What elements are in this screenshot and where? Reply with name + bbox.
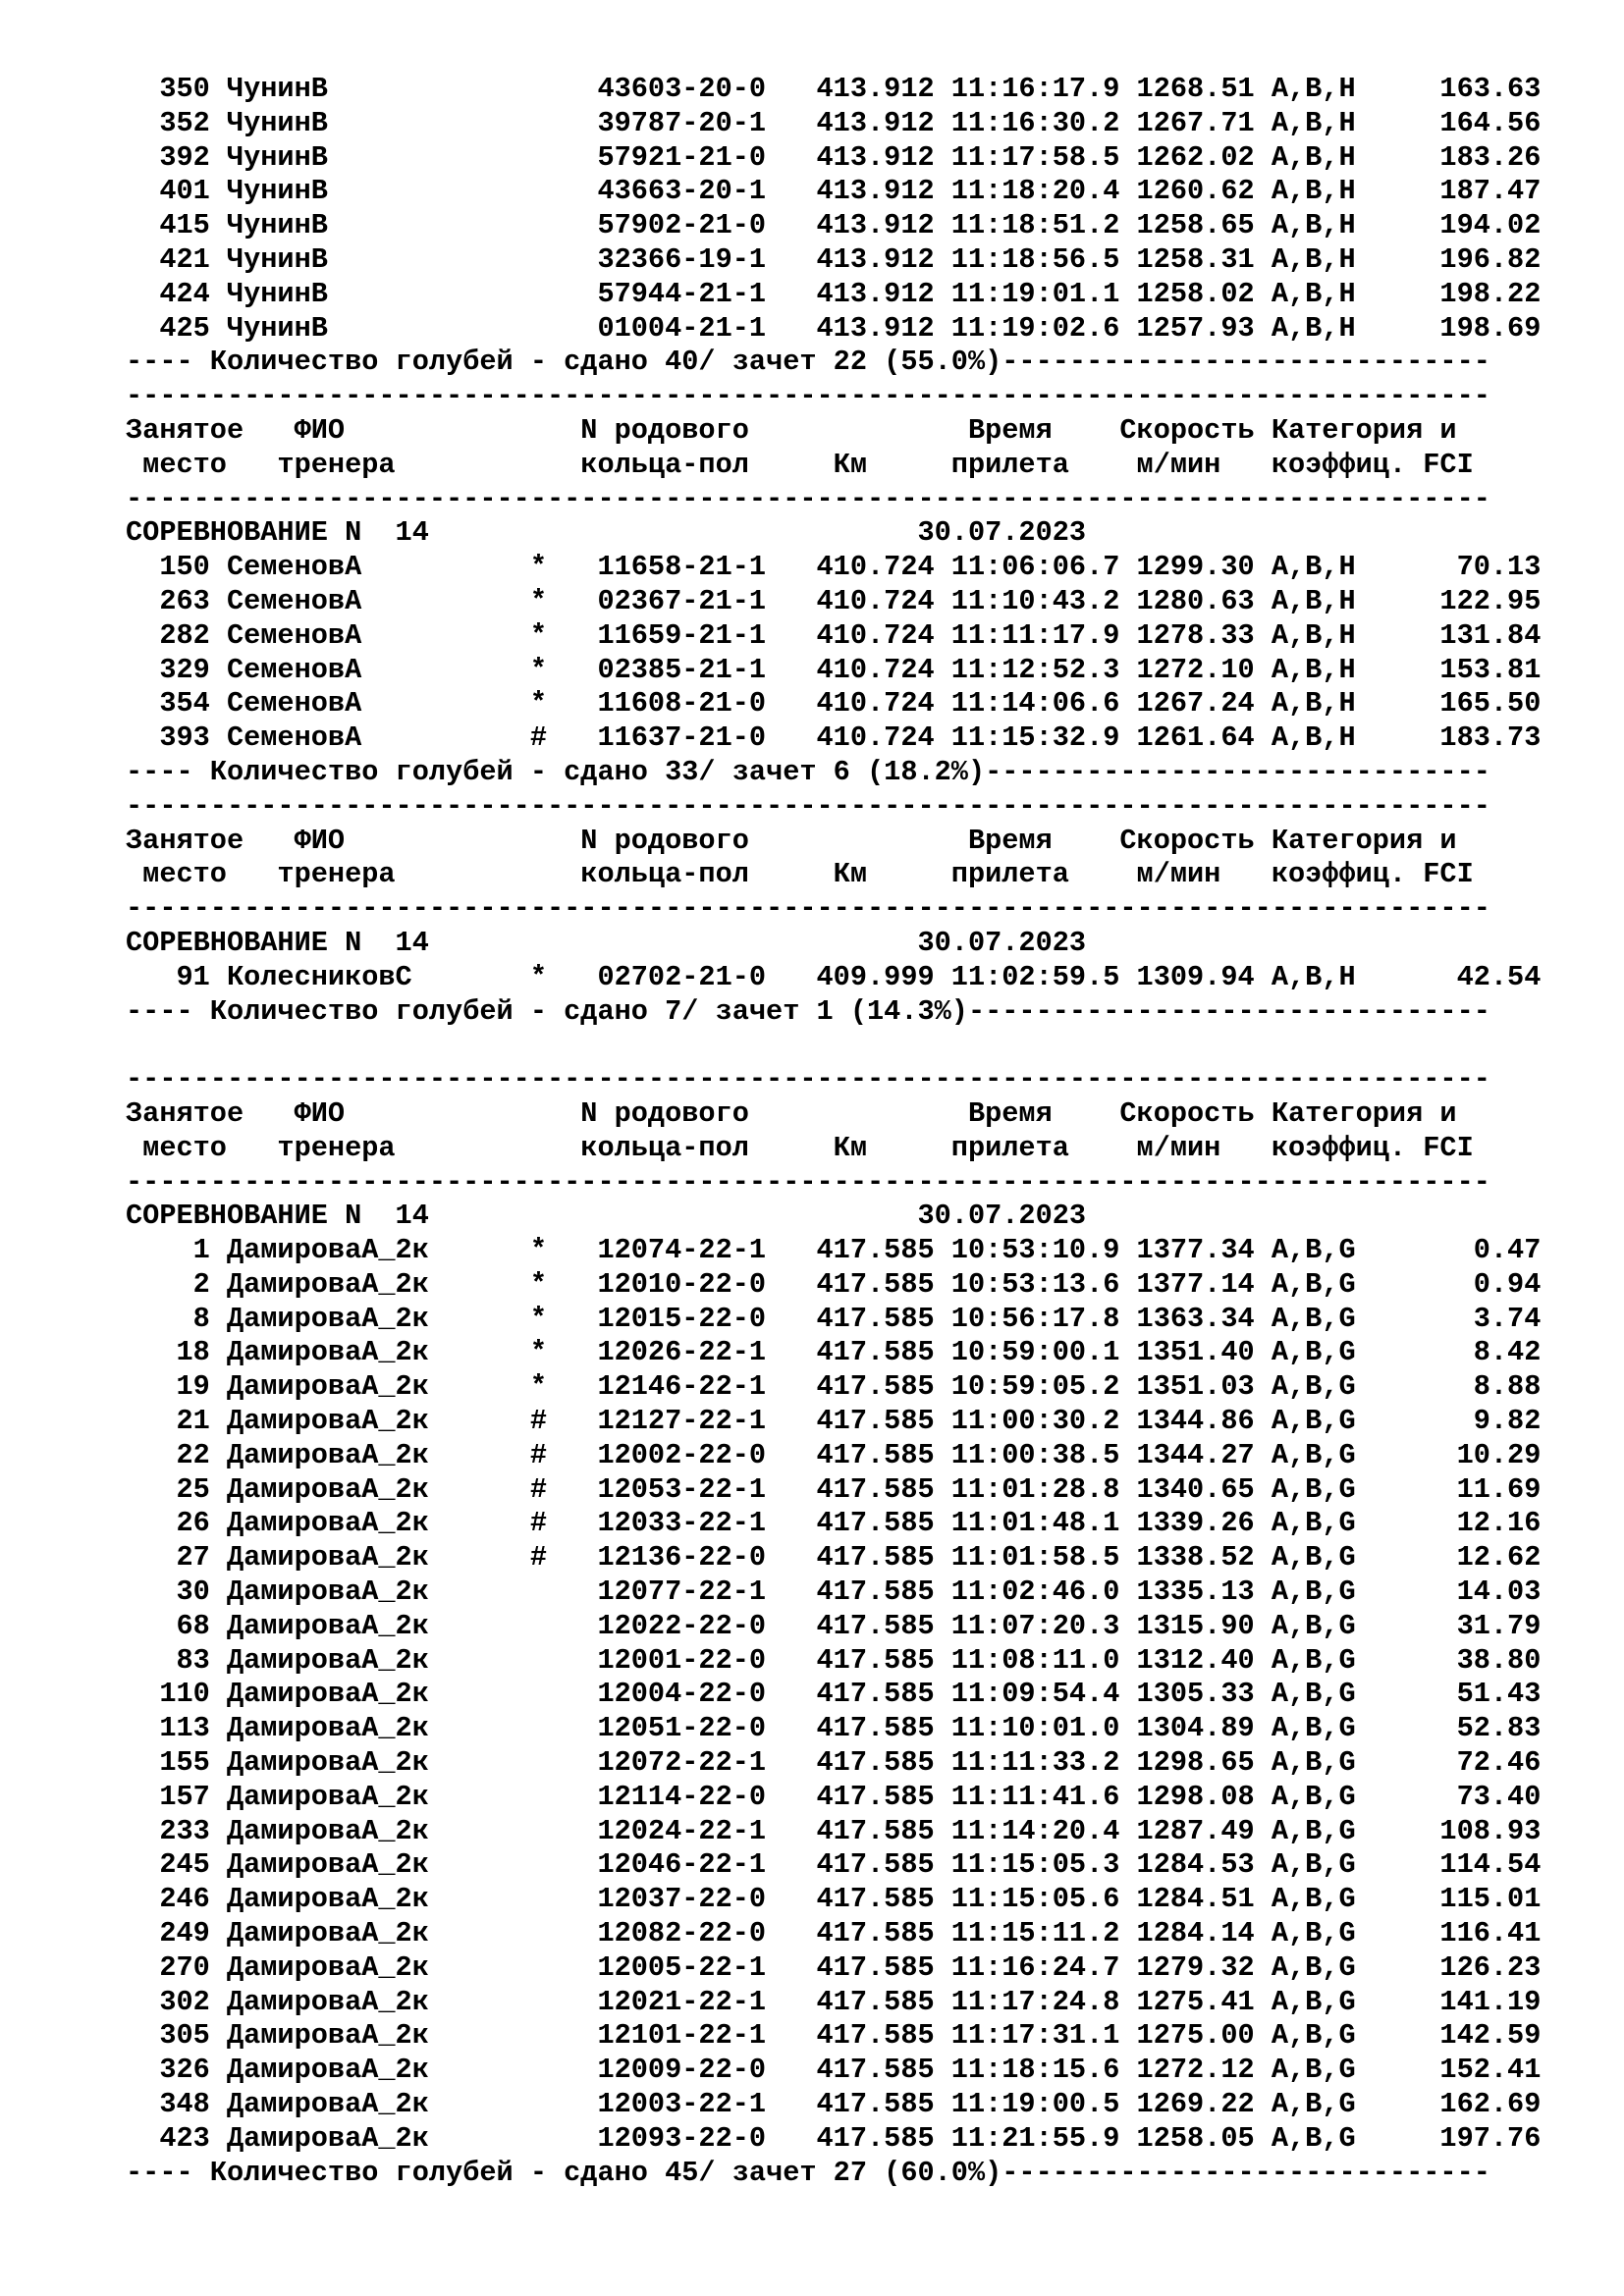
- summary-line: ---- Количество голубей - сдано 33/ зачет 6 (18.2%)------------------------------: [126, 755, 1490, 788]
- blank-line: [126, 1029, 1541, 1063]
- column-header: Занятое ФИО N родового Время Скорость Категория и: [126, 1096, 1457, 1130]
- column-header: Занятое ФИО N родового Время Скорость Категория и: [126, 824, 1457, 857]
- result-row: 233 ДамироваА_2к 12024-22-1 417.585 11:14:20.4 1287.49 A,B,G 108.93: [126, 1814, 1542, 1847]
- competition-header: СОРЕВНОВАНИЕ N 14 30.07.2023: [126, 1200, 1087, 1233]
- column-header: место тренера кольца-пол Км прилета м/мин коэффиц. FCI: [126, 1131, 1474, 1164]
- column-header: Занятое ФИО N родового Время Скорость Категория и: [126, 413, 1457, 447]
- result-row: 21 ДамироваА_2к # 12127-22-1 417.585 11:00:30.2 1344.86 A,B,G 9.82: [126, 1405, 1542, 1438]
- result-row: 68 ДамироваА_2к 12022-22-0 417.585 11:07:20.3 1315.90 A,B,G 31.79: [126, 1609, 1542, 1642]
- result-row: 2 ДамироваА_2к * 12010-22-0 417.585 10:53:13.6 1377.14 A,B,G 0.94: [126, 1267, 1542, 1301]
- result-row: 421 ЧунинВ 32366-19-1 413.912 11:18:56.5 1258.31 A,B,H 196.82: [126, 242, 1542, 276]
- result-row: 415 ЧунинВ 57902-21-0 413.912 11:18:51.2 1258.65 A,B,H 194.02: [126, 209, 1542, 242]
- result-row: 8 ДамироваА_2к * 12015-22-0 417.585 10:56:17.8 1363.34 A,B,G 3.74: [126, 1302, 1542, 1335]
- result-row: 18 ДамироваА_2к * 12026-22-1 417.585 10:59:00.1 1351.40 A,B,G 8.42: [126, 1336, 1542, 1369]
- column-header: место тренера кольца-пол Км прилета м/мин коэффиц. FCI: [126, 448, 1474, 481]
- summary-line: ---- Количество голубей - сдано 40/ зачет 22 (55.0%)-----------------------------: [126, 346, 1490, 379]
- result-row: 19 ДамироваА_2к * 12146-22-1 417.585 10:59:05.2 1351.03 A,B,G 8.88: [126, 1370, 1542, 1404]
- result-row: 329 СеменовА * 02385-21-1 410.724 11:12:52.3 1272.10 A,B,H 153.81: [126, 653, 1542, 686]
- result-row: 246 ДамироваА_2к 12037-22-0 417.585 11:15:05.6 1284.51 A,B,G 115.01: [126, 1883, 1542, 1916]
- result-row: 30 ДамироваА_2к 12077-22-1 417.585 11:02:46.0 1335.13 A,B,G 14.03: [126, 1575, 1542, 1609]
- result-row: 401 ЧунинВ 43663-20-1 413.912 11:18:20.4 1260.62 A,B,H 187.47: [126, 175, 1542, 208]
- result-row: 305 ДамироваА_2к 12101-22-1 417.585 11:17:31.1 1275.00 A,B,G 142.59: [126, 2019, 1542, 2053]
- result-row: 302 ДамироваА_2к 12021-22-1 417.585 11:17:24.8 1275.41 A,B,G 141.19: [126, 1985, 1542, 2018]
- results-report: [126, 73, 1541, 2190]
- result-row: 83 ДамироваА_2к 12001-22-0 417.585 11:08:11.0 1312.40 A,B,G 38.80: [126, 1643, 1542, 1677]
- result-row: 150 СеменовА * 11658-21-1 410.724 11:06:06.7 1299.30 A,B,H 70.13: [126, 551, 1542, 584]
- result-row: 245 ДамироваА_2к 12046-22-1 417.585 11:15:05.3 1284.53 A,B,G 114.54: [126, 1848, 1542, 1882]
- result-row: 393 СеменовА # 11637-21-0 410.724 11:15:32.9 1261.64 A,B,H 183.73: [126, 721, 1542, 755]
- result-row: 326 ДамироваА_2к 12009-22-0 417.585 11:18:15.6 1272.12 A,B,G 152.41: [126, 2054, 1542, 2087]
- separator-line: ---------------------------------------------------------------------------------: [126, 482, 1490, 515]
- competition-header: СОРЕВНОВАНИЕ N 14 30.07.2023: [126, 516, 1087, 550]
- result-row: 22 ДамироваА_2к # 12002-22-0 417.585 11:00:38.5 1344.27 A,B,G 10.29: [126, 1438, 1542, 1471]
- result-row: 354 СеменовА * 11608-21-0 410.724 11:14:06.6 1267.24 A,B,H 165.50: [126, 687, 1542, 721]
- result-row: 110 ДамироваА_2к 12004-22-0 417.585 11:09:54.4 1305.33 A,B,G 51.43: [126, 1678, 1542, 1711]
- result-row: 423 ДамироваА_2к 12093-22-0 417.585 11:21:55.9 1258.05 A,B,G 197.76: [126, 2121, 1542, 2155]
- result-row: 113 ДамироваА_2к 12051-22-0 417.585 11:10:01.0 1304.89 A,B,G 52.83: [126, 1712, 1542, 1745]
- result-row: 25 ДамироваА_2к # 12053-22-1 417.585 11:01:28.8 1340.65 A,B,G 11.69: [126, 1472, 1542, 1506]
- result-row: 348 ДамироваА_2к 12003-22-1 417.585 11:19:00.5 1269.22 A,B,G 162.69: [126, 2088, 1542, 2121]
- separator-line: ---------------------------------------------------------------------------------: [126, 1063, 1490, 1096]
- result-row: 1 ДамироваА_2к * 12074-22-1 417.585 10:53:10.9 1377.34 A,B,G 0.47: [126, 1234, 1542, 1267]
- result-row: 157 ДамироваА_2к 12114-22-0 417.585 11:11:41.6 1298.08 A,B,G 73.40: [126, 1780, 1542, 1813]
- column-header: место тренера кольца-пол Км прилета м/мин коэффиц. FCI: [126, 858, 1474, 891]
- result-row: 352 ЧунинВ 39787-20-1 413.912 11:16:30.2 1267.71 A,B,H 164.56: [126, 106, 1542, 139]
- result-row: 249 ДамироваА_2к 12082-22-0 417.585 11:15:11.2 1284.14 A,B,G 116.41: [126, 1917, 1542, 1950]
- result-row: 392 ЧунинВ 57921-21-0 413.912 11:17:58.5 1262.02 A,B,H 183.26: [126, 140, 1542, 174]
- result-row: 27 ДамироваА_2к # 12136-22-0 417.585 11:01:58.5 1338.52 A,B,G 12.62: [126, 1541, 1542, 1575]
- separator-line: ---------------------------------------------------------------------------------: [126, 789, 1490, 823]
- competition-header: СОРЕВНОВАНИЕ N 14 30.07.2023: [126, 926, 1087, 959]
- result-row: 91 КолесниковС * 02702-21-0 409.999 11:02:59.5 1309.94 A,B,H 42.54: [126, 960, 1542, 993]
- result-row: 263 СеменовА * 02367-21-1 410.724 11:10:43.2 1280.63 A,B,H 122.95: [126, 584, 1542, 617]
- result-row: 155 ДамироваА_2к 12072-22-1 417.585 11:11:33.2 1298.65 A,B,G 72.46: [126, 1746, 1542, 1780]
- result-row: 26 ДамироваА_2к # 12033-22-1 417.585 11:01:48.1 1339.26 A,B,G 12.16: [126, 1507, 1542, 1540]
- summary-line: ---- Количество голубей - сдано 7/ зачет 1 (14.3%)-------------------------------: [126, 994, 1490, 1028]
- separator-line: ---------------------------------------------------------------------------------: [126, 892, 1490, 926]
- result-row: 350 ЧунинВ 43603-20-0 413.912 11:16:17.9 1268.51 A,B,H 163.63: [126, 73, 1542, 105]
- separator-line: ---------------------------------------------------------------------------------: [126, 1165, 1490, 1199]
- summary-line: ---- Количество голубей - сдано 45/ зачет 27 (60.0%)-----------------------------: [126, 2156, 1490, 2189]
- result-row: 425 ЧунинВ 01004-21-1 413.912 11:19:02.6 1257.93 A,B,H 198.69: [126, 311, 1542, 345]
- separator-line: ---------------------------------------------------------------------------------: [126, 380, 1490, 413]
- result-row: 270 ДамироваА_2к 12005-22-1 417.585 11:16:24.7 1279.32 A,B,G 126.23: [126, 1950, 1542, 1984]
- result-row: 282 СеменовА * 11659-21-1 410.724 11:11:17.9 1278.33 A,B,H 131.84: [126, 618, 1542, 652]
- result-row: 424 ЧунинВ 57944-21-1 413.912 11:19:01.1 1258.02 A,B,H 198.22: [126, 277, 1542, 310]
